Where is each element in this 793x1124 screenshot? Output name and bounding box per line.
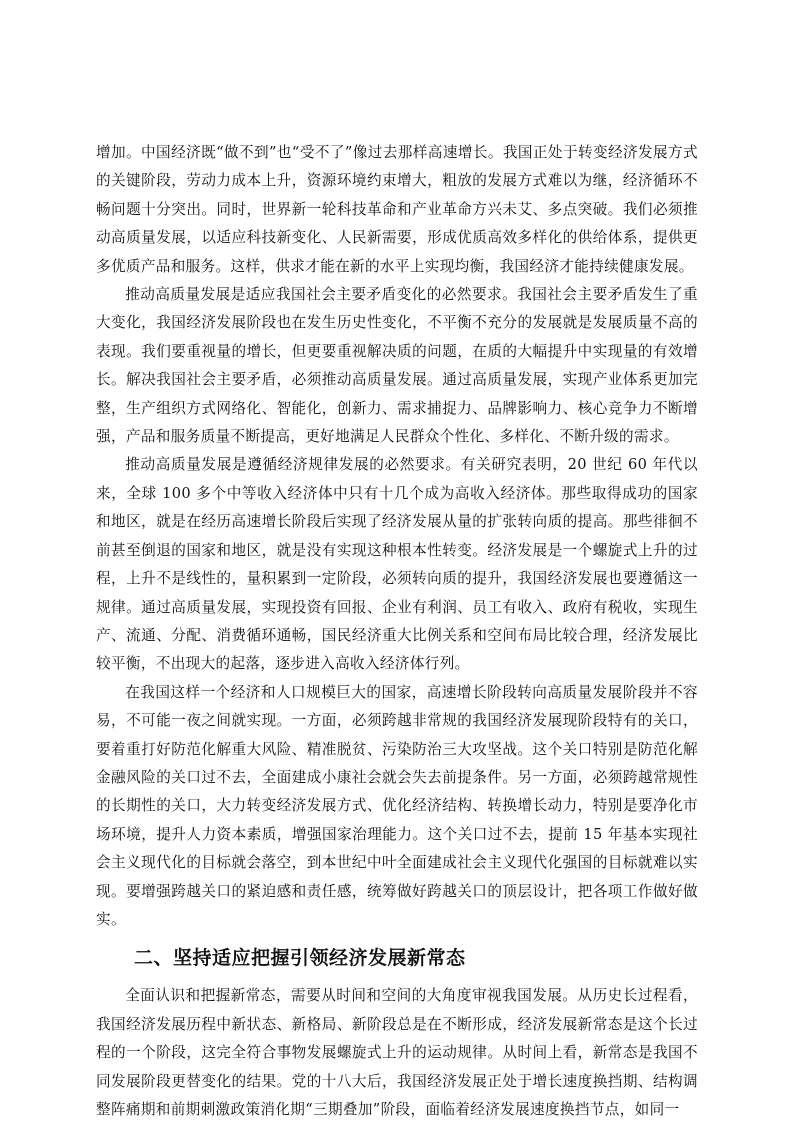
paragraph-economic-law: 推动高质量发展是遵循经济规律发展的必然要求。有关研究表明，20 世纪 60 年代以来，全球 100 多个中等收入经济体中只有十几个成为高收入经济体。那些取得成功的国家和地区，就是在经历高速增长阶段后实现了经济发展从量的扩张转向质的提高。那些徘徊不前甚至倒退的国家和地区，就是没有实现这种根本性转变。经济发展是一个螺旋式上升的过程，上升不是线性的，量积累到一定阶段，必须转向质的提升，我国经济发展也要遵循这一规律。通过高质量发展，实现投资有回报、企业有利润、员工有收入、政府有税收，实现生产、流通、分配、消费循环通畅，国民经济重大比例关系和空间布局比较合理，经济发展比较平衡，不出现大的起落，逐步进入高收入经济体行列。 <box>96 456 698 673</box>
paragraph-social-contradiction: 推动高质量发展是适应我国社会主要矛盾变化的必然要求。我国社会主要矛盾发生了重大变化，我国经济发展阶段也在发生历史性变化，不平衡不充分的发展就是发展质量不高的表现。我们要重视量的增长，但更要重视解决质的问题，在质的大幅提升中实现量的有效增长。解决我国社会主要矛盾，必须推动高质量发展。通过高质量发展，实现产业体系更加完整，生产组织方式网络化、智能化，创新力、需求捕捉力、品牌影响力、核心竞争力不断增强，产品和服务质量不断提高，更好地满足人民群众个性化、多样化、不断升级的需求。 <box>96 286 698 446</box>
paragraph-continuation: 增加。中国经济既“做不到”也“受不了”像过去那样高速增长。我国正处于转变经济发展方式的关键阶段，劳动力成本上升，资源环境约束增大，粗放的发展方式难以为继，经济循环不畅问题十分突出。同时，世界新一轮科技革命和产业革命方兴未艾、多点突破。我们必须推动高质量发展，以适应科技新变化、人民新需要，形成优质高效多样化的供给体系，提供更多优质产品和服务。这样，供求才能在新的水平上实现均衡，我国经济才能持续健康发展。 <box>96 144 698 275</box>
paragraph-crossing-thresholds: 在我国这样一个经济和人口规模巨大的国家，高速增长阶段转向高质量发展阶段并不容易，不可能一夜之间就实现。一方面，必须跨越非常规的我国经济发展现阶段特有的关口，要着重打好防范化解重大风险、精准脱贫、污染防治三大攻坚战。这个关口特别是防范化解金融风险的关口过不去，全面建成小康社会就会失去前提条件。另一方面，必须跨越常规性的长期性的关口，大力转变经济发展方式、优化经济结构、转换增长动力，特别是要净化市场环境，提升人力资本素质，增强国家治理能力。这个关口过不去，提前 15 年基本实现社会主义现代化的目标就会落空，到本世纪中叶全面建成社会主义现代化强国的目标就难以实现。要增强跨越关口的紧迫感和责任感，统筹做好跨越关口的顶层设计，把各项工作做好做实。 <box>96 683 698 928</box>
paragraph-new-normal: 全面认识和把握新常态，需要从时间和空间的大角度审视我国发展。从历史长过程看，我国经济发展历程中新状态、新格局、新阶段总是在不断形成，经济发展新常态是这个长过程的一个阶段，这完全符合事物发展螺旋式上升的运动规律。从时间上看，新常态是我国不同发展阶段更替变化的结果。党的十八大后，我国经济发展正处于增长速度换挡期、结构调整阵痛期和前期刺激政策消化期“三期叠加”阶段，面临着经济发展速度换挡节点，如同一 <box>96 987 698 1118</box>
document-body <box>96 139 698 1124</box>
section-heading: 二、坚持适应把握引领经济发展新常态 <box>134 947 466 970</box>
